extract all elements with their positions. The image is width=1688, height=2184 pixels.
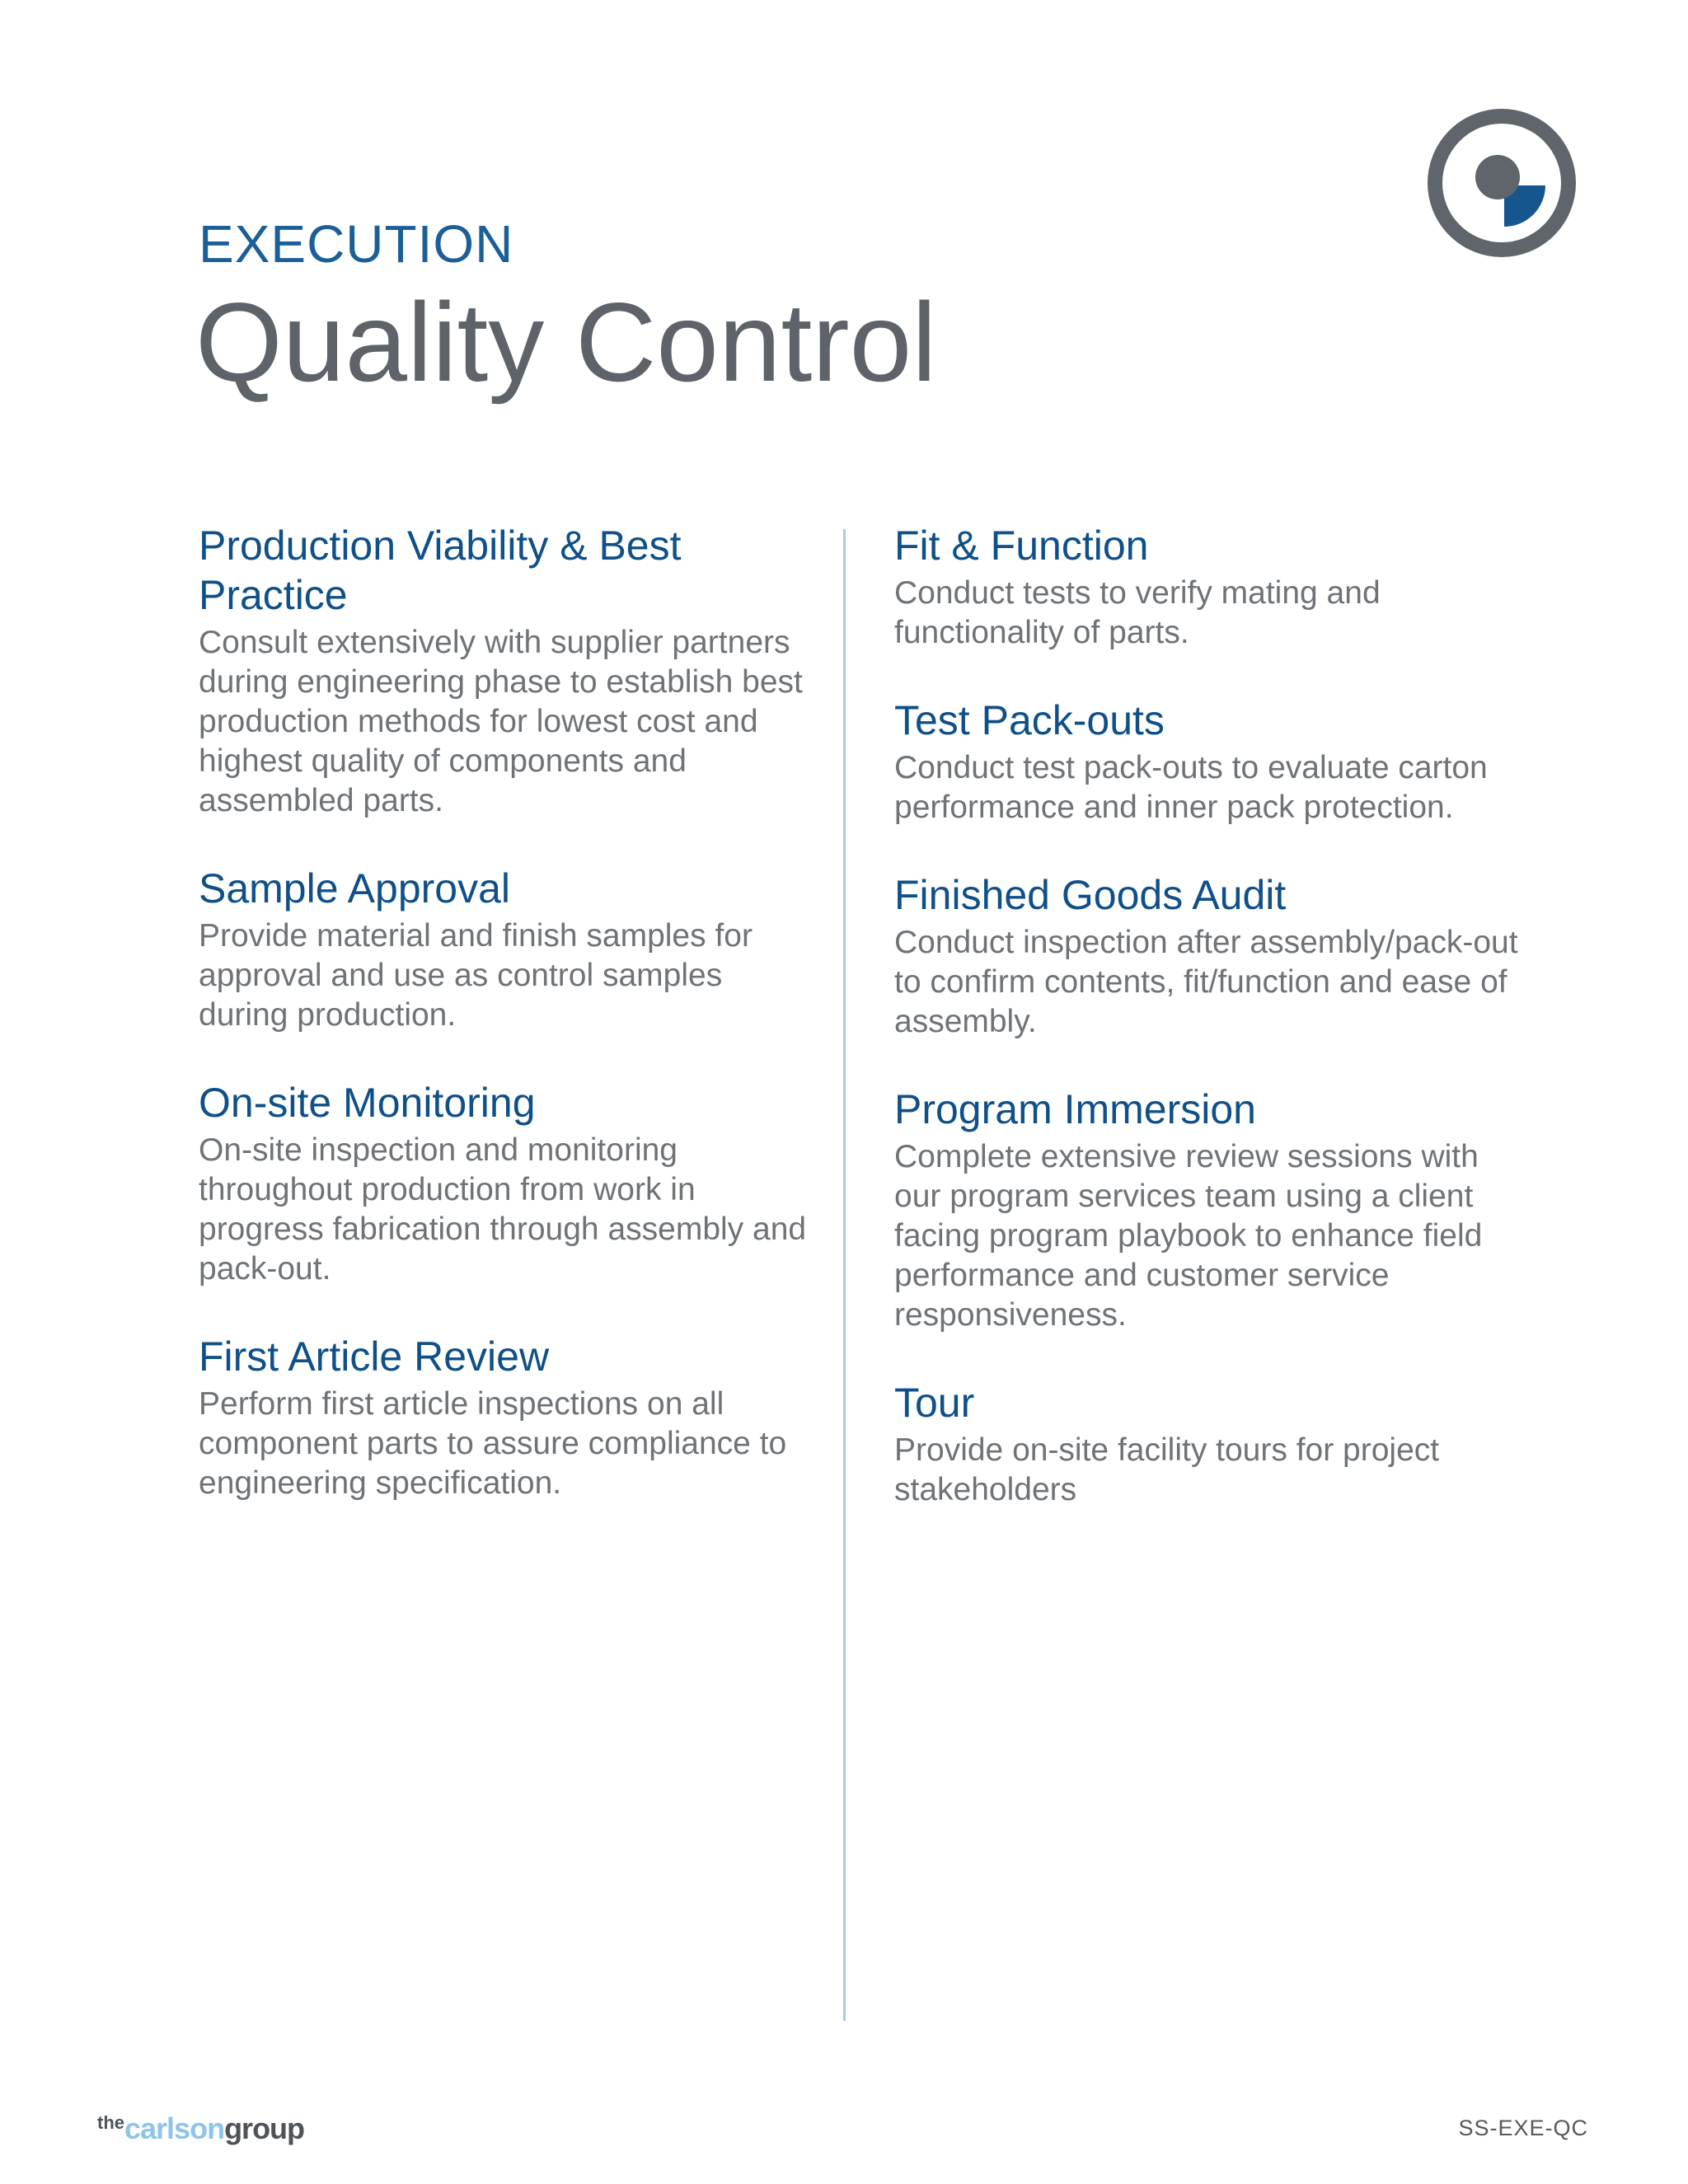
- section-test-pack-outs: [894, 696, 1521, 827]
- left-column: [199, 521, 813, 1546]
- section-heading: Program Immersion: [894, 1086, 1256, 1132]
- section-heading: Test Pack-outs: [894, 697, 1165, 743]
- section-body: Consult extensively with supplier partners during engineering phase to establish best production methods for lowest cost and highest quality of components and assembled parts.: [199, 625, 803, 818]
- section-body: Conduct test pack-outs to evaluate carton performance and inner pack protection.: [894, 750, 1488, 825]
- section-onsite-monitoring: [199, 1078, 813, 1289]
- section-eyebrow: EXECUTION: [199, 214, 514, 274]
- right-column: [894, 521, 1521, 1553]
- section-heading: Production Viability & Best Practice: [199, 523, 682, 618]
- section-tour: [894, 1378, 1521, 1510]
- brand-carlson: carlson: [124, 2111, 225, 2145]
- section-body: Conduct inspection after assembly/pack-out to confirm contents, fit/function and ease of assembly.: [894, 925, 1518, 1039]
- section-body: Provide material and finish samples for approval and use as control samples during production.: [199, 918, 753, 1033]
- section-body: Perform first article inspections on all component parts to assure compliance to engineering specification.: [199, 1386, 787, 1501]
- page-title: Quality Control: [195, 279, 937, 405]
- section-heading: First Article Review: [199, 1333, 550, 1380]
- section-body: Provide on-site facility tours for project stakeholders: [894, 1432, 1440, 1507]
- section-heading: Fit & Function: [894, 523, 1149, 569]
- section-heading: Finished Goods Audit: [894, 872, 1287, 918]
- section-body: Conduct tests to verify mating and functionality of parts.: [894, 575, 1381, 650]
- section-sample-approval: [199, 864, 813, 1035]
- section-heading: Sample Approval: [199, 865, 511, 912]
- document-code: SS-EXE-QC: [1458, 2116, 1588, 2140]
- section-program-immersion: [894, 1085, 1521, 1335]
- section-heading: Tour: [894, 1380, 975, 1426]
- section-body: On-site inspection and monitoring throughout production from work in progress fabrication through assembly and pack-out.: [199, 1132, 807, 1286]
- section-production-viability: [199, 521, 813, 821]
- column-divider: [843, 529, 846, 2021]
- section-heading: On-site Monitoring: [199, 1080, 536, 1126]
- brand-group: group: [224, 2111, 305, 2145]
- carlson-circle-logo-icon: [1423, 105, 1580, 261]
- section-fit-function: [894, 521, 1521, 653]
- section-finished-goods-audit: [894, 870, 1521, 1042]
- footer-brand-logo: [97, 2105, 304, 2147]
- brand-the: the: [97, 2112, 124, 2133]
- section-first-article-review: [199, 1332, 813, 1503]
- section-body: Complete extensive review sessions with our program services team using a client facing program playbook to enhance field performance and customer service responsiveness.: [894, 1139, 1483, 1333]
